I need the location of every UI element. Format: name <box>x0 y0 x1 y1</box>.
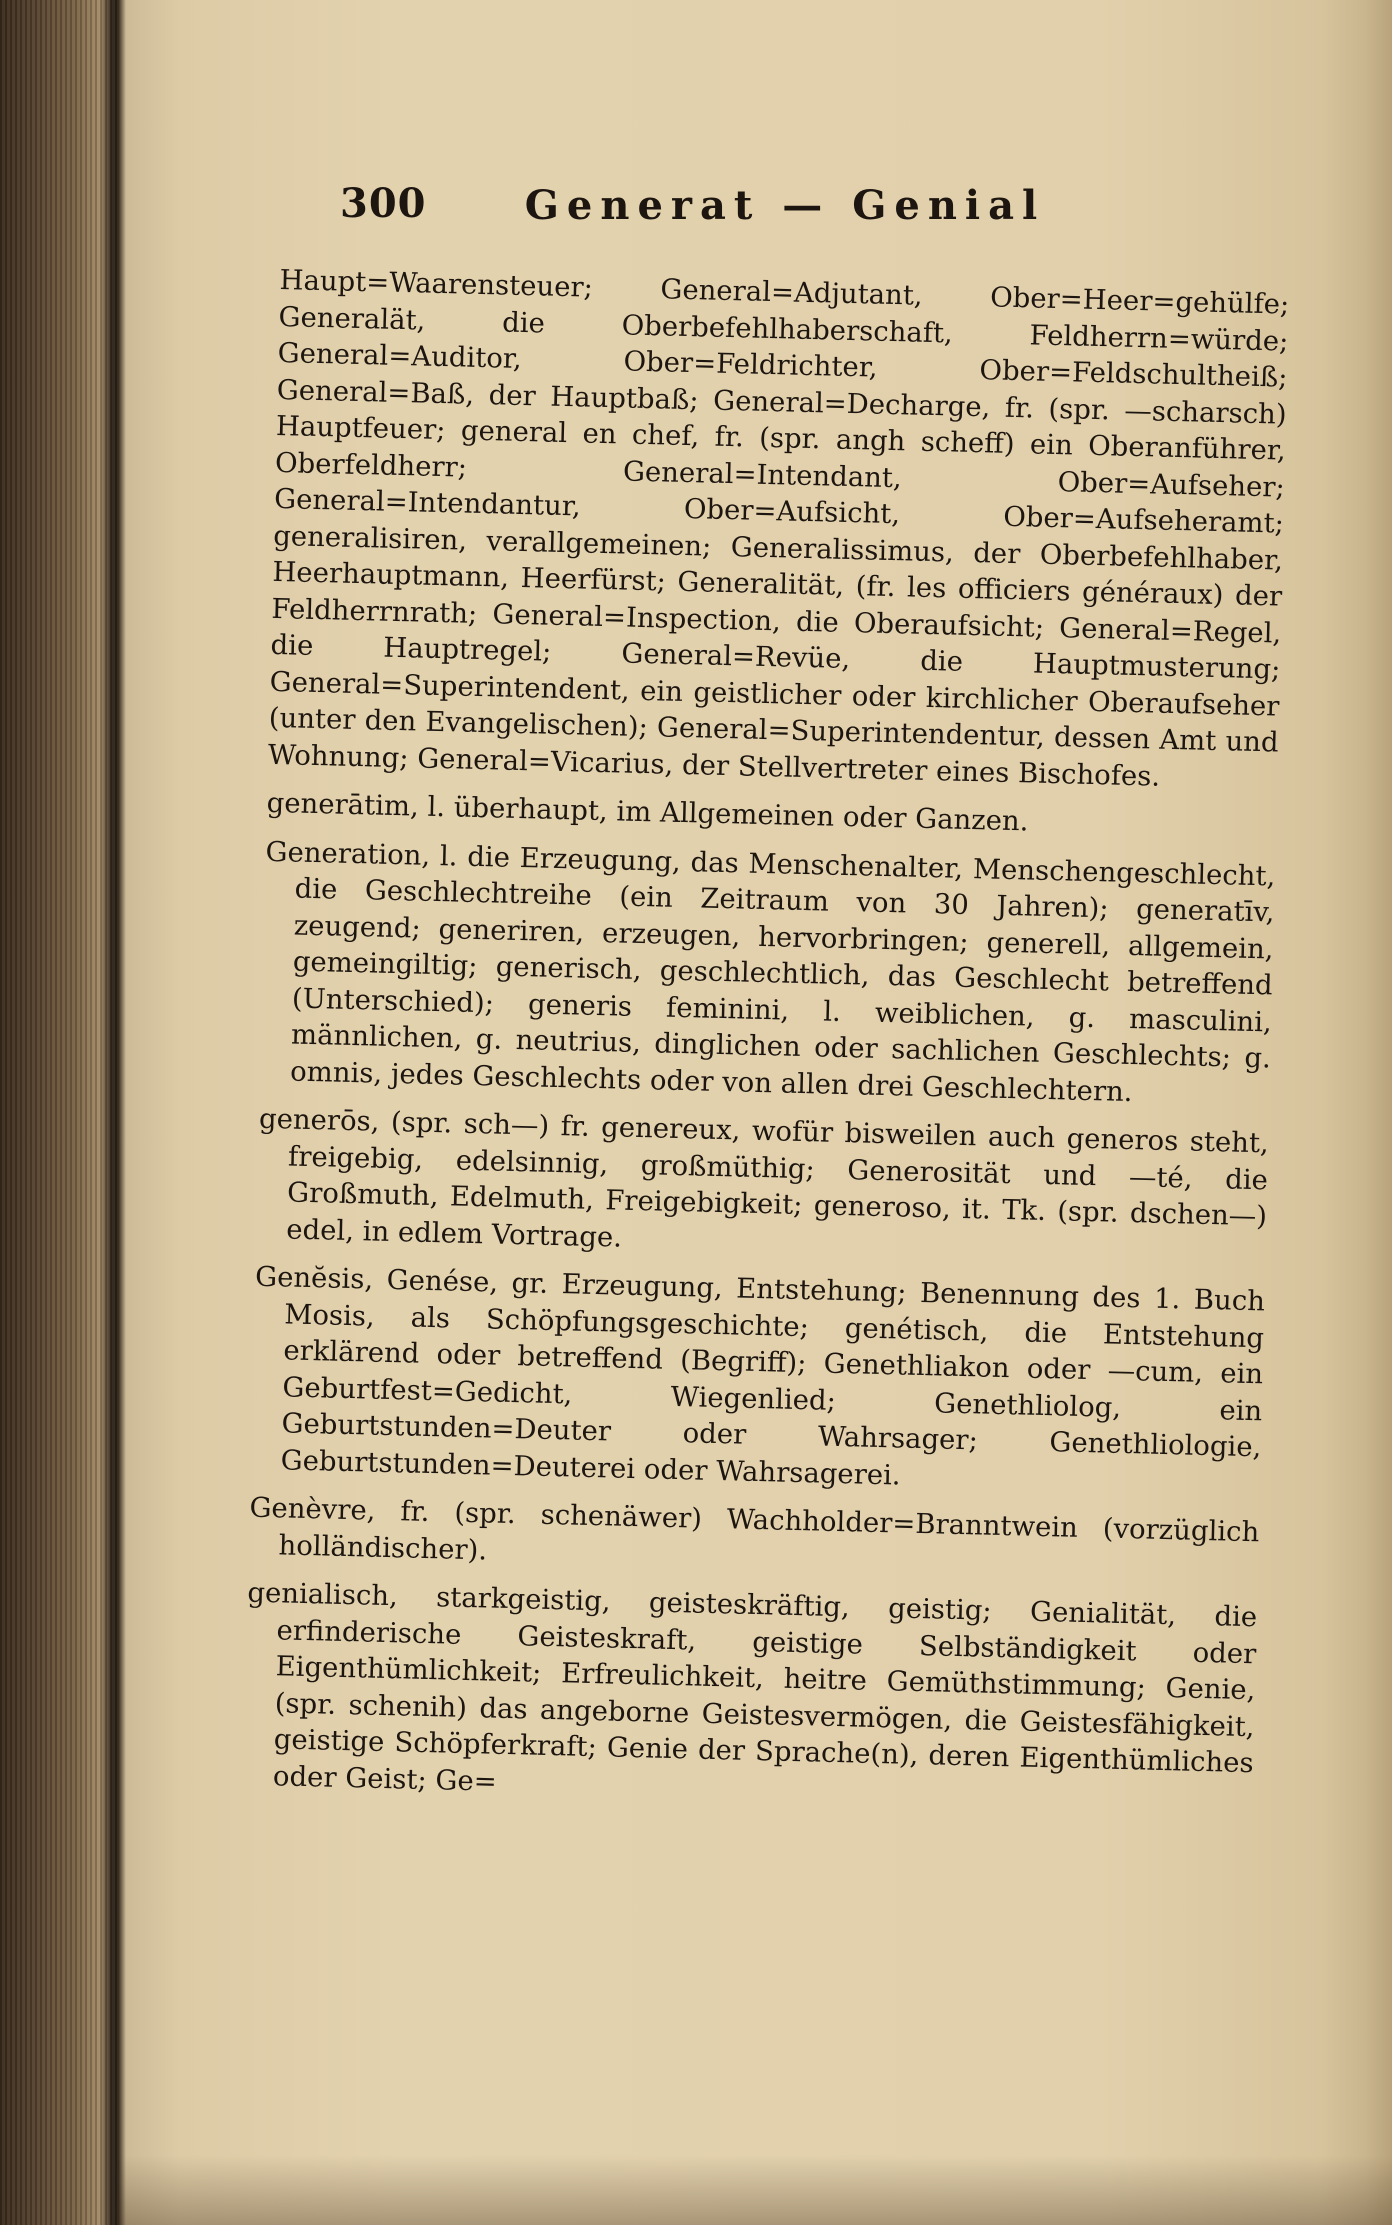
dictionary-entry: generātim, l. überhaupt, im Allgemeinen oder Ganzen. <box>266 786 1029 838</box>
dictionary-entry: genialisch, starkgeistig, geisteskräftig, geistig; Genialität, die erfinderische Geisteskraft, geistige Selbständigkeit oder Eigenthümlichkeit; Erfreulichkeit, heitre Gemüthstimmung; Genie, (spr. schenih) das angeborne Geistesvermögen, die Geistesfähigkeit, geistige Schöpferkraft; Genie der Sprache(n), deren Eigenthümliches oder Geist; Ge= <box>247 1576 1258 1798</box>
dictionary-entry: Genĕsis, Genése, gr. Erzeugung, Entstehung; Benennung des 1. Buch Mosis, als Schöpfungsgeschichte; genétisch, die Entstehung erklärend oder betreffend (Begriff); Genethliakon oder —cum, ein Geburtfest=Gedicht, Wiegenlied; Genethliolog, ein Geburtstunden=Deuter oder Wahrsager; Genethliologie, Geburtstunden=Deuterei oder Wahrsagerei. <box>254 1260 1266 1492</box>
dictionary-entry: Generation, l. die Erzeugung, das Menschenalter, Menschengeschlecht, die Geschlechtreihe (ein Zeitraum von 30 Jahren); generatīv, zeugend; generiren, erzeugen, hervorbringen; generell, allgemein, gemeingiltig; generisch, geschlechtlich, das Geschlecht betreffend (Unterschied); generis feminini, l. weiblichen, g. masculini, männlichen, g. neutrius, dinglichen oder sachlichen Geschlechts; g. omnis, jedes Geschlechts oder von allen drei Geschlechtern. <box>265 835 1276 1108</box>
dictionary-entry: Haupt=Waarensteuer; General=Adjutant, Ober=Heer=gehülfe; Generalät, die Oberbefehlhaberschaft, Feldherrn=würde; General=Auditor, Ober=Feldrichter, Ober=Feldschultheiß; General=Baß, der Hauptbaß; General=Decharge, fr. (spr. —scharsch) Hauptfeuer; general en chef, fr. (spr. angh scheff) ein Oberanführer, Oberfeldherr; General=Intendant, Ober=Aufseher; General=Intendantur, Ober=Aufsicht, Ober=Aufseheramt; generalisiren, verallgemeinen; Generalissimus, der Oberbefehlhaber, Heerhauptmann, Heerfürst; Generalität, (fr. les officiers généraux) der Feldherrnrath; General=Inspection, die Oberaufsicht; General=Regel, die Hauptregel; General=Revüe, die Hauptmusterung; General=Superintendent, ein geistlicher oder kirchlicher Oberaufseher (unter den Evangelischen); General=Superintendentur, dessen Amt und Wohnung; General=Vicarius, der Stellvertreter eines Bischofes. <box>267 263 1290 793</box>
running-head: Generat — Genial <box>524 182 1046 229</box>
dictionary-entry: generōs, (spr. sch—) fr. genereux, wofür bisweilen auch generos steht, freigebig, edelsinnig, großmüthig; Generosität und —té, die Großmuth, Edelmuth, Freigebigkeit; generoso, it. Tk. (spr. dschen—) edel, in edlem Vortrage. <box>258 1102 1270 1254</box>
page-shadow <box>118 2155 1392 2225</box>
dictionary-entry: Genèvre, fr. (spr. schenäwer) Wachholder=Branntwein (vorzüglich holländischer). <box>249 1491 1260 1566</box>
book-page-edges <box>0 0 118 2225</box>
page-header <box>280 180 1290 240</box>
entry-list <box>243 262 1290 1818</box>
page-number: 300 <box>340 180 427 227</box>
dictionary-page <box>247 180 1290 2160</box>
